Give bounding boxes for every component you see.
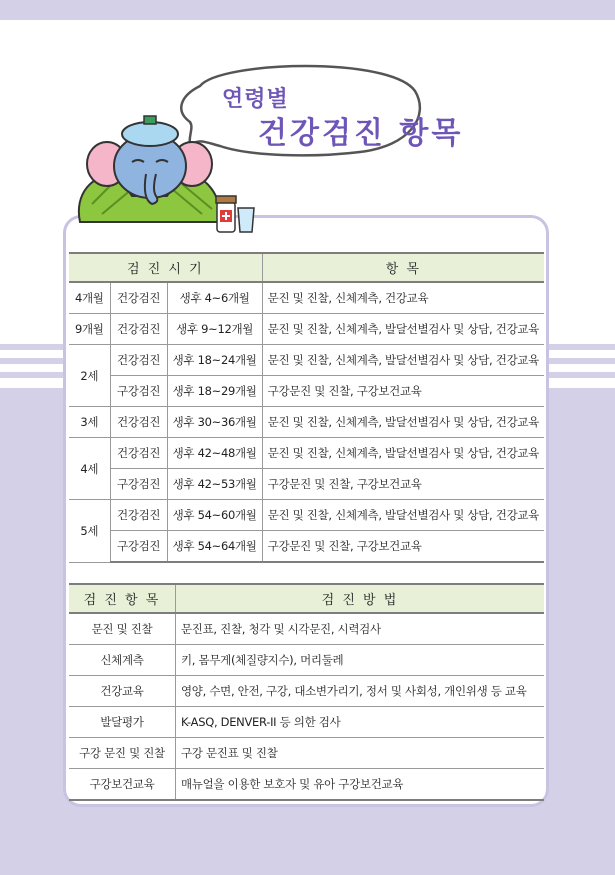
method-item-cell: 구강보건교육 [69, 769, 176, 801]
table-row [69, 613, 544, 645]
method-item-cell: 건강교육 [69, 676, 176, 707]
table-row [69, 407, 544, 438]
type-cell: 건강검진 [110, 345, 167, 376]
items-cell: 문진 및 진찰, 신체계측, 발달선별검사 및 상담, 건강교육 [262, 314, 544, 345]
age-cell: 5세 [69, 500, 110, 563]
table-row [69, 376, 544, 407]
table-header-row [69, 253, 544, 282]
table-row [69, 738, 544, 769]
method-item-cell: 발달평가 [69, 707, 176, 738]
items-cell: 문진 및 진찰, 신체계측, 발달선별검사 및 상담, 건강교육 [262, 407, 544, 438]
header-checkup-method: 검 진 방 법 [176, 584, 545, 613]
items-cell: 구강문진 및 진찰, 구강보건교육 [262, 376, 544, 407]
method-desc-cell: 매뉴얼을 이용한 보호자 및 유아 구강보건교육 [176, 769, 545, 801]
table-row [69, 500, 544, 531]
items-cell: 문진 및 진찰, 신체계측, 발달선별검사 및 상담, 건강교육 [262, 345, 544, 376]
checkup-schedule-table [69, 252, 544, 563]
method-desc-cell: 영양, 수면, 안전, 구강, 대소변가리기, 정서 및 사회성, 개인위생 등 교육 [176, 676, 545, 707]
age-cell: 4개월 [69, 282, 110, 314]
items-cell: 구강문진 및 진찰, 구강보건교육 [262, 469, 544, 500]
period-cell: 생후 30~36개월 [167, 407, 262, 438]
period-cell: 생후 42~53개월 [167, 469, 262, 500]
items-cell: 구강문진 및 진찰, 구강보건교육 [262, 531, 544, 563]
type-cell: 건강검진 [110, 407, 167, 438]
method-desc-cell: 문진표, 진찰, 청각 및 시각문진, 시력검사 [176, 613, 545, 645]
table-row [69, 707, 544, 738]
title-line-1: 연령별 [222, 87, 289, 112]
age-cell: 9개월 [69, 314, 110, 345]
table-row [69, 438, 544, 469]
type-cell: 구강검진 [110, 531, 167, 563]
sick-elephant-illustration [72, 104, 257, 239]
period-cell: 생후 54~64개월 [167, 531, 262, 563]
type-cell: 구강검진 [110, 376, 167, 407]
table-row [69, 531, 544, 563]
type-cell: 건강검진 [110, 438, 167, 469]
method-item-cell: 구강 문진 및 진찰 [69, 738, 176, 769]
period-cell: 생후 54~60개월 [167, 500, 262, 531]
top-band [0, 0, 615, 20]
age-cell: 2세 [69, 345, 110, 407]
method-desc-cell: 구강 문진표 및 진찰 [176, 738, 545, 769]
period-cell: 생후 9~12개월 [167, 314, 262, 345]
table-header-row [69, 584, 544, 613]
age-cell: 4세 [69, 438, 110, 500]
method-item-cell: 문진 및 진찰 [69, 613, 176, 645]
items-cell: 문진 및 진찰, 신체계측, 발달선별검사 및 상담, 건강교육 [262, 500, 544, 531]
title-line-2: 건강검진 항목 [258, 116, 464, 151]
items-cell: 문진 및 진찰, 신체계측, 건강교육 [262, 282, 544, 314]
table-row [69, 314, 544, 345]
period-cell: 생후 18~29개월 [167, 376, 262, 407]
type-cell: 구강검진 [110, 469, 167, 500]
type-cell: 건강검진 [110, 500, 167, 531]
table-row [69, 676, 544, 707]
type-cell: 건강검진 [110, 314, 167, 345]
table-row [69, 282, 544, 314]
items-cell: 문진 및 진찰, 신체계측, 발달선별검사 및 상담, 건강교육 [262, 438, 544, 469]
checkup-methods-table [69, 583, 544, 801]
age-cell: 3세 [69, 407, 110, 438]
period-cell: 생후 42~48개월 [167, 438, 262, 469]
method-item-cell: 신체계측 [69, 645, 176, 676]
period-cell: 생후 18~24개월 [167, 345, 262, 376]
header-checkup-item: 검 진 항 목 [69, 584, 176, 613]
period-cell: 생후 4~6개월 [167, 282, 262, 314]
table-row [69, 769, 544, 801]
table-row [69, 645, 544, 676]
header-checkup-time: 검 진 시 기 [69, 253, 262, 282]
type-cell: 건강검진 [110, 282, 167, 314]
header-items: 항 목 [262, 253, 544, 282]
table-row [69, 469, 544, 500]
table-row [69, 345, 544, 376]
method-desc-cell: K-ASQ, DENVER-II 등 의한 검사 [176, 707, 545, 738]
method-desc-cell: 키, 몸무게(체질량지수), 머리둘레 [176, 645, 545, 676]
